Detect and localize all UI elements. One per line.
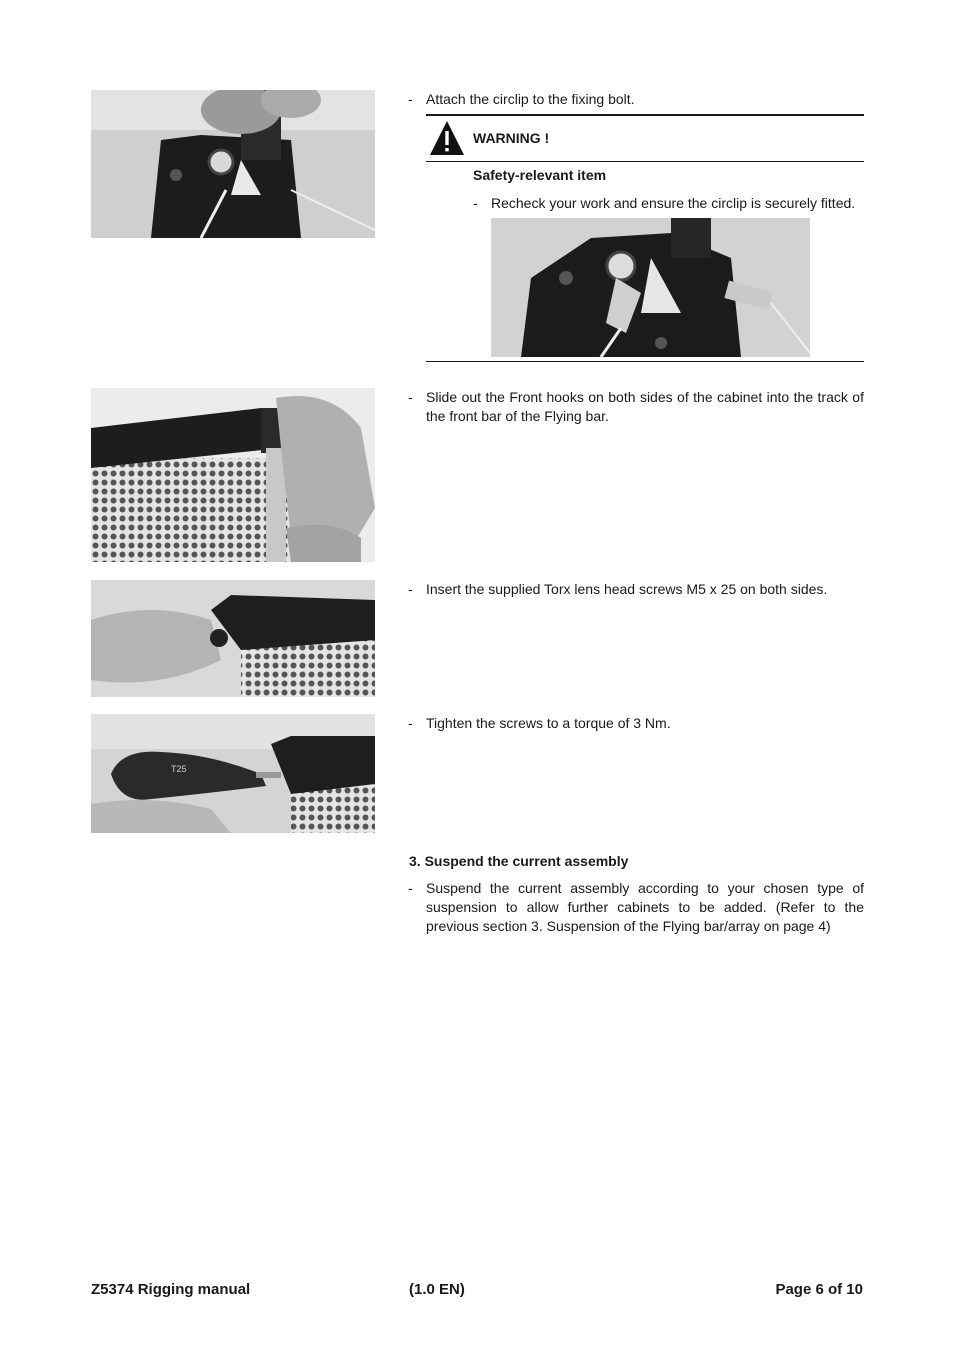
- bullet-dash: -: [408, 880, 413, 896]
- section-item: [408, 879, 864, 936]
- step-text: Tighten the screws to a torque of 3 Nm.: [426, 715, 671, 731]
- footer-page-number: Page 6 of 10: [775, 1281, 863, 1298]
- warning-subtitle: Safety-relevant item: [473, 167, 607, 183]
- bullet-dash: -: [408, 91, 413, 107]
- warning-bottom-rule: [426, 361, 864, 362]
- section-heading: 3. Suspend the current assembly: [409, 853, 629, 869]
- bullet-dash: -: [408, 389, 413, 405]
- tool-label: T25: [171, 764, 187, 774]
- step-slide-hooks: [408, 388, 864, 426]
- warning-item: [473, 194, 864, 213]
- footer-version: (1.0 EN): [409, 1281, 465, 1298]
- footer-title: Z5374 Rigging manual: [91, 1281, 251, 1298]
- warning-top-rule: [426, 114, 864, 116]
- step-tighten-screws: [408, 714, 864, 733]
- warning-title: WARNING !: [473, 130, 550, 146]
- step-insert-screws: [408, 580, 864, 599]
- bullet-dash: -: [473, 195, 478, 211]
- photo-front-hooks: [91, 388, 375, 562]
- step-text: Insert the supplied Torx lens head screws M5 x 25 on both sides.: [426, 581, 828, 597]
- bullet-dash: -: [408, 581, 413, 597]
- step-attach-circlip: [408, 90, 864, 109]
- warning-icon: [429, 119, 465, 157]
- photo-insert-screws: [91, 580, 375, 697]
- warning-mid-rule: [426, 161, 864, 162]
- section-item-text: Suspend the current assembly according to your chosen type of suspension to allow further cabinets to be added. (Refer to the previous section 3. Suspension of the Flying bar/array on page 4): [426, 880, 864, 934]
- photo-circlip-attach: [91, 90, 375, 238]
- photo-circlip-check: [491, 218, 810, 357]
- photo-tighten-screws: [91, 714, 375, 833]
- step-text: Slide out the Front hooks on both sides of the cabinet into the track of the front bar of the Flying bar.: [426, 389, 864, 424]
- bullet-dash: -: [408, 715, 413, 731]
- step-text: Attach the circlip to the fixing bolt.: [426, 91, 635, 107]
- warning-item-text: Recheck your work and ensure the circlip is securely fitted.: [491, 195, 856, 211]
